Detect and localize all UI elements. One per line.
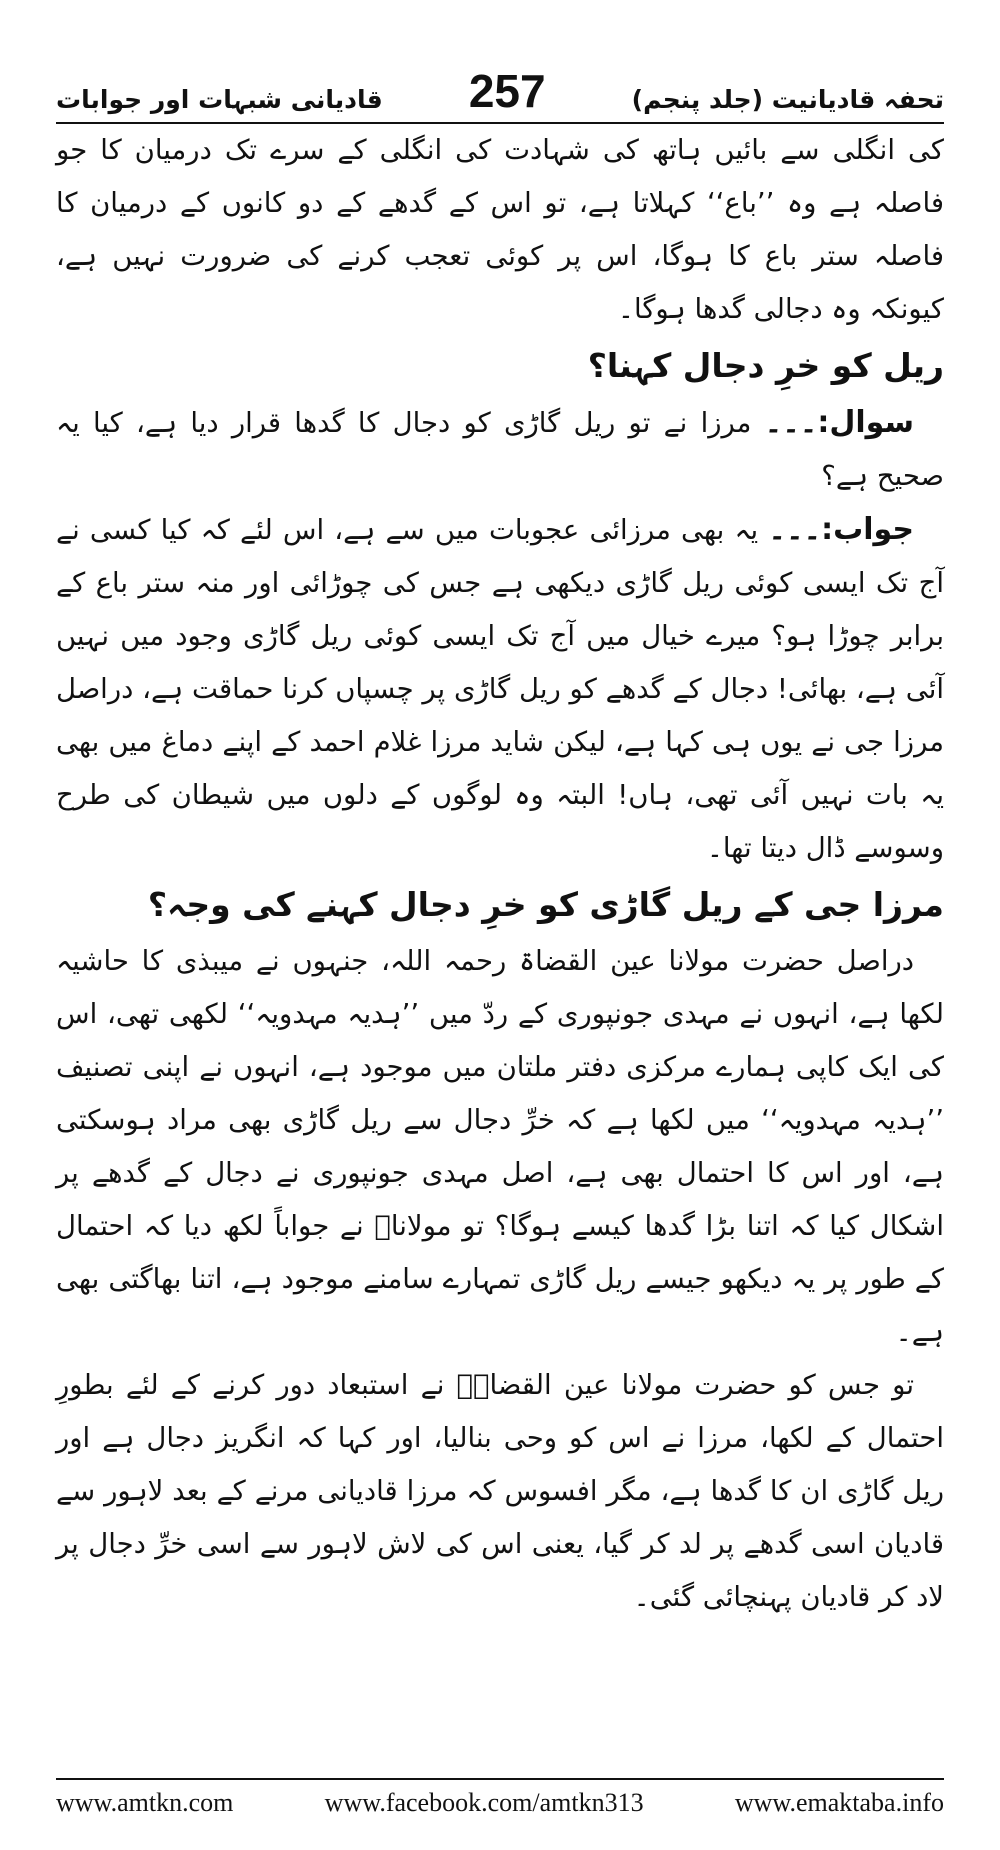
question-paragraph	[56, 396, 944, 503]
page-body	[56, 124, 944, 1624]
question-text: مرزا نے تو ریل گاڑی کو دجال کا گدھا قرار دیا ہے، کیا یہ صحیح ہے؟	[56, 407, 944, 492]
heading-rail-as-dajjal-donkey: ریل کو خرِ دجال کہنا؟	[587, 346, 944, 385]
book-title: تحفہ قادیانیت (جلد پنجم)	[631, 85, 944, 114]
answer-label: جواب:۔۔۔	[768, 512, 914, 547]
paragraph-2: دراصل حضرت مولانا عین القضاۃ رحمہ اللہ، جنہوں نے میبذی کا حاشیہ لکھا ہے، انہوں نے مہدی جونپوری کے ردّ میں ’’ہدیہ مہدویہ‘‘ لکھی تھی، اس کی ایک کاپی ہمارے مرکزی دفتر ملتان میں موجود ہے، انہوں نے اپنی تصنیف ’’ہدیہ مہدویہ‘‘ میں لکھا ہے کہ خرِّ دجال سے ریل گاڑی بھی مراد ہوسکتی ہے، اور اس کا احتمال بھی ہے، اصل مہدی جونپوری نے دجال کے گدھے پر اشکال کیا کہ اتنا بڑا گدھا کیسے ہوگا؟ تو مولاناؒ نے جواباً لکھ دیا کہ احتمال کے طور پر یہ دیکھو جیسے ریل گاڑی تمہارے سامنے موجود ہے، اتنا بھاگتی بھی ہے۔	[56, 945, 944, 1348]
paragraph-3: تو جس کو حضرت مولانا عین القضاۃؒ نے استبعاد دور کرنے کے لئے بطورِ احتمال کے لکھا، مرزا نے اس کو وحی بنالیا، اور کہا کہ انگریز دجال ہے اور ریل گاڑی ان کا گدھا ہے، مگر افسوس کہ مرزا قادیانی مرنے کے بعد لاہور سے قادیان اسی گدھے پر لد کر گیا، یعنی اس کی لاش لاہور سے اسی خرِّ دجال پر لاد کر قادیان پہنچائی گئی۔	[56, 1369, 944, 1613]
question-label: سوال:۔۔۔	[764, 405, 914, 440]
answer-text: یہ بھی مرزائی عجوبات میں سے ہے، اس لئے کہ کیا کسی نے آج تک ایسی کوئی ریل گاڑی دیکھی ہے جس کی چوڑائی اور منہ ستر باع کے برابر چوڑا ہو؟ میرے خیال میں آج تک ایسی کوئی ریل گاڑی وجود میں نہیں آئی ہے، بھائی! دجال کے گدھے کو ریل گاڑی پر چسپاں کرنا حماقت ہے، دراصل مرزا جی نے یوں ہی کہا ہے، لیکن شاید مرزا غلام احمد کے اپنے دماغ میں بھی یہ بات نہیں آئی تھی، ہاں! البتہ وہ لوگوں کے دلوں میں شیطان کی طرح وسوسے ڈال دیتا تھا۔	[56, 514, 944, 864]
footer-link-facebook[interactable]: www.facebook.com/amtkn313	[324, 1788, 644, 1817]
page-header	[56, 56, 944, 124]
page-number: 257	[468, 65, 546, 117]
footer-link-emaktaba[interactable]: www.emaktaba.info	[734, 1788, 944, 1817]
chapter-title: قادیانی شبہات اور جوابات	[56, 85, 383, 114]
page-footer	[56, 1778, 944, 1818]
heading-reason: مرزا جی کے ریل گاڑی کو خرِ دجال کہنے کی وجہ؟	[147, 885, 944, 924]
answer-paragraph	[56, 503, 944, 875]
footer-link-amtkn[interactable]: www.amtkn.com	[56, 1788, 234, 1817]
paragraph-1: کی انگلی سے بائیں ہاتھ کی شہادت کی انگلی کے سرے تک درمیان کا جو فاصلہ ہے وہ ’’باع‘‘ کہلاتا ہے، تو اس کے گدھے کے دو کانوں کے درمیان کا فاصلہ ستر باع کا ہوگا، اس پر کوئی تعجب کرنے کی ضرورت نہیں ہے، کیونکہ وہ دجالی گدھا ہوگا۔	[56, 134, 944, 325]
